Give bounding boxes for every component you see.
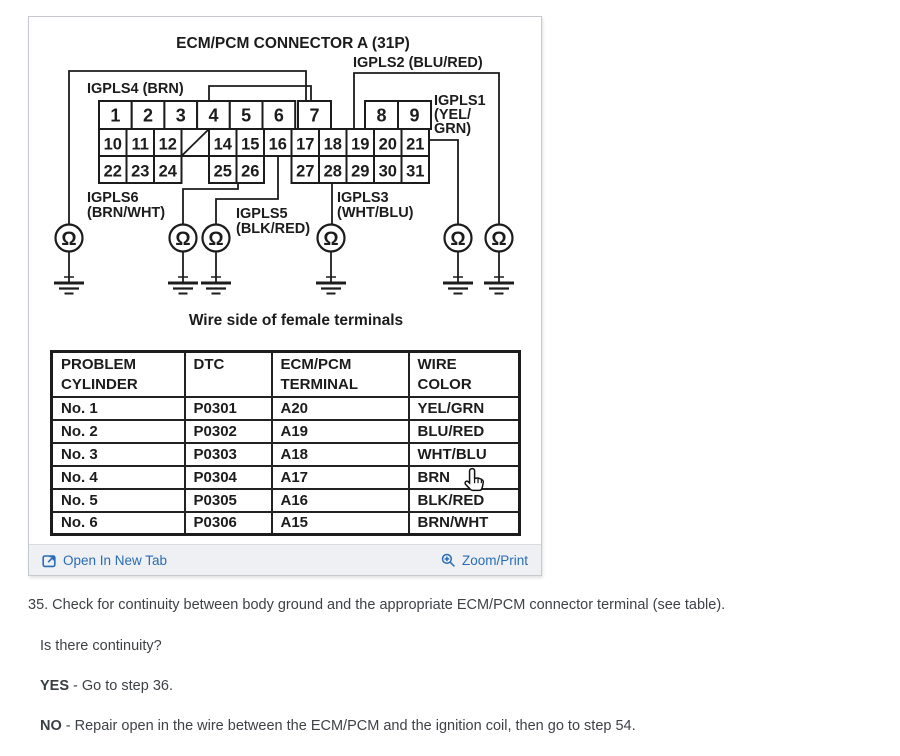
pin-number: 1	[110, 105, 121, 126]
pin-number: 24	[158, 162, 177, 181]
table-cell: P0304	[185, 466, 272, 489]
label-igpls6: IGPLS6	[87, 190, 139, 206]
pin-number: 9	[409, 105, 420, 126]
table-cell: No. 5	[52, 489, 185, 512]
zoom-print-label: Zoom/Print	[461, 552, 528, 568]
label-igpls5: IGPLS5	[236, 206, 288, 222]
column-header: PROBLEM CYLINDER	[52, 352, 185, 397]
terminal-table	[50, 350, 521, 536]
pin-number: 5	[241, 105, 252, 126]
pin-number: 2	[143, 105, 154, 126]
pin-number: 27	[296, 162, 315, 181]
table-cell: No. 3	[52, 443, 185, 466]
table-cell: P0306	[185, 512, 272, 535]
table-cell: A17	[272, 466, 409, 489]
table-row	[52, 397, 520, 420]
pin-number: 10	[103, 135, 122, 154]
table-cell: A20	[272, 397, 409, 420]
pin-number: 3	[175, 105, 186, 126]
open-in-new-tab-link[interactable]	[42, 553, 167, 568]
pin-number: 16	[268, 135, 287, 154]
yes-text	[40, 678, 173, 694]
pin-number: 15	[241, 135, 260, 154]
step-text: 35. Check for continuity between body ground and the appropriate ECM/PCM connector terminal (see table).	[28, 597, 726, 613]
connector-diagram	[29, 17, 541, 545]
table-row	[52, 443, 520, 466]
zoom-print-link[interactable]	[441, 553, 528, 568]
pin-number: 6	[273, 105, 284, 126]
ground-icon	[443, 252, 473, 294]
pin-number: 17	[296, 135, 315, 154]
table-row	[52, 489, 520, 512]
pin-number: 12	[158, 135, 177, 154]
yes-rest: - Go to step 36.	[69, 678, 173, 694]
table-cell: YEL/GRN	[409, 397, 520, 420]
ohmmeter-icon	[56, 225, 83, 252]
open-in-new-tab-icon	[42, 553, 57, 568]
pin-number: 25	[213, 162, 232, 181]
label-igpls1-line3: GRN)	[434, 121, 472, 137]
pin-number: 18	[323, 135, 342, 154]
label-igpls5-line2: (BLK/RED)	[236, 221, 311, 237]
ohmmeter-icon	[203, 225, 230, 252]
table-cell: P0301	[185, 397, 272, 420]
table-cell: No. 4	[52, 466, 185, 489]
pin-number: 28	[323, 162, 342, 181]
table-cell: No. 2	[52, 420, 185, 443]
table-cell: No. 6	[52, 512, 185, 535]
pin-number: 31	[406, 162, 425, 181]
pin-number: 26	[241, 162, 260, 181]
label-igpls1: IGPLS1	[434, 93, 486, 109]
ground-icon	[484, 252, 514, 294]
pin-number: 14	[213, 135, 232, 154]
open-in-new-tab-label: Open In New Tab	[63, 552, 168, 568]
table-cell: BRN	[409, 466, 520, 489]
label-igpls3: IGPLS3	[337, 190, 389, 206]
ohm-glyph: Ω	[491, 229, 507, 250]
no-rest: - Repair open in the wire between the ECM/PCM and the ignition coil, then go to step 54.	[61, 718, 636, 734]
ground-icon	[316, 252, 346, 294]
pin-grid	[99, 101, 431, 183]
table-cell: BLK/RED	[409, 489, 520, 512]
no-label: NO	[40, 718, 62, 734]
ohm-glyph: Ω	[175, 229, 191, 250]
table-header-row	[52, 352, 520, 397]
question-text: Is there continuity?	[40, 638, 162, 654]
image-toolbar	[29, 544, 541, 575]
table-cell: P0303	[185, 443, 272, 466]
no-text	[40, 718, 636, 734]
table-cell: No. 1	[52, 397, 185, 420]
pin-number: 29	[351, 162, 370, 181]
ground-icon	[54, 252, 84, 294]
ohmmeter-icon	[445, 225, 472, 252]
label-igpls1-line2: (YEL/	[434, 107, 472, 123]
pin-number: 19	[351, 135, 370, 154]
ohm-glyph: Ω	[208, 229, 224, 250]
label-igpls4: IGPLS4 (BRN)	[87, 81, 184, 97]
label-igpls3-line2: (WHT/BLU)	[337, 205, 414, 221]
pin-number: 21	[406, 135, 425, 154]
ohmmeter-icon	[318, 225, 345, 252]
pin-number: 4	[208, 105, 219, 126]
label-igpls2: IGPLS2 (BLU/RED)	[353, 55, 483, 71]
ohmmeter-icon	[486, 225, 513, 252]
image-viewer-card	[28, 16, 542, 576]
yes-label: YES	[40, 678, 70, 694]
pin-number: 7	[309, 105, 320, 126]
ground-icon	[201, 252, 231, 294]
table-row	[52, 420, 520, 443]
ohm-glyph: Ω	[61, 229, 77, 250]
pin-number: 30	[378, 162, 397, 181]
column-header: WIRE COLOR	[409, 352, 520, 397]
column-header: DTC	[185, 352, 272, 397]
ohm-glyph: Ω	[450, 229, 466, 250]
table-cell: BRN/WHT	[409, 512, 520, 535]
diagram-svg	[29, 17, 541, 349]
table-cell: A15	[272, 512, 409, 535]
pin-number: 20	[378, 135, 397, 154]
pin-number: 8	[376, 105, 387, 126]
pin-number: 11	[131, 135, 149, 154]
table-row	[52, 512, 520, 535]
pin-number: 23	[131, 162, 150, 181]
table-cell: WHT/BLU	[409, 443, 520, 466]
table-cell: A16	[272, 489, 409, 512]
ohmmeter-icon	[170, 225, 197, 252]
table-cell: A18	[272, 443, 409, 466]
table-cell: P0305	[185, 489, 272, 512]
table-cell: BLU/RED	[409, 420, 520, 443]
table-row	[52, 466, 520, 489]
ohm-glyph: Ω	[323, 229, 339, 250]
label-igpls6-line2: (BRN/WHT)	[87, 205, 166, 221]
zoom-plus-icon	[441, 553, 456, 568]
diagram-caption: Wire side of female terminals	[188, 312, 404, 329]
column-header: ECM/PCM TERMINAL	[272, 352, 409, 397]
ground-icon	[168, 252, 198, 294]
pin-number: 22	[103, 162, 122, 181]
table-cell: P0302	[185, 420, 272, 443]
diagram-title: ECM/PCM CONNECTOR A (31P)	[176, 35, 410, 52]
table-cell: A19	[272, 420, 409, 443]
